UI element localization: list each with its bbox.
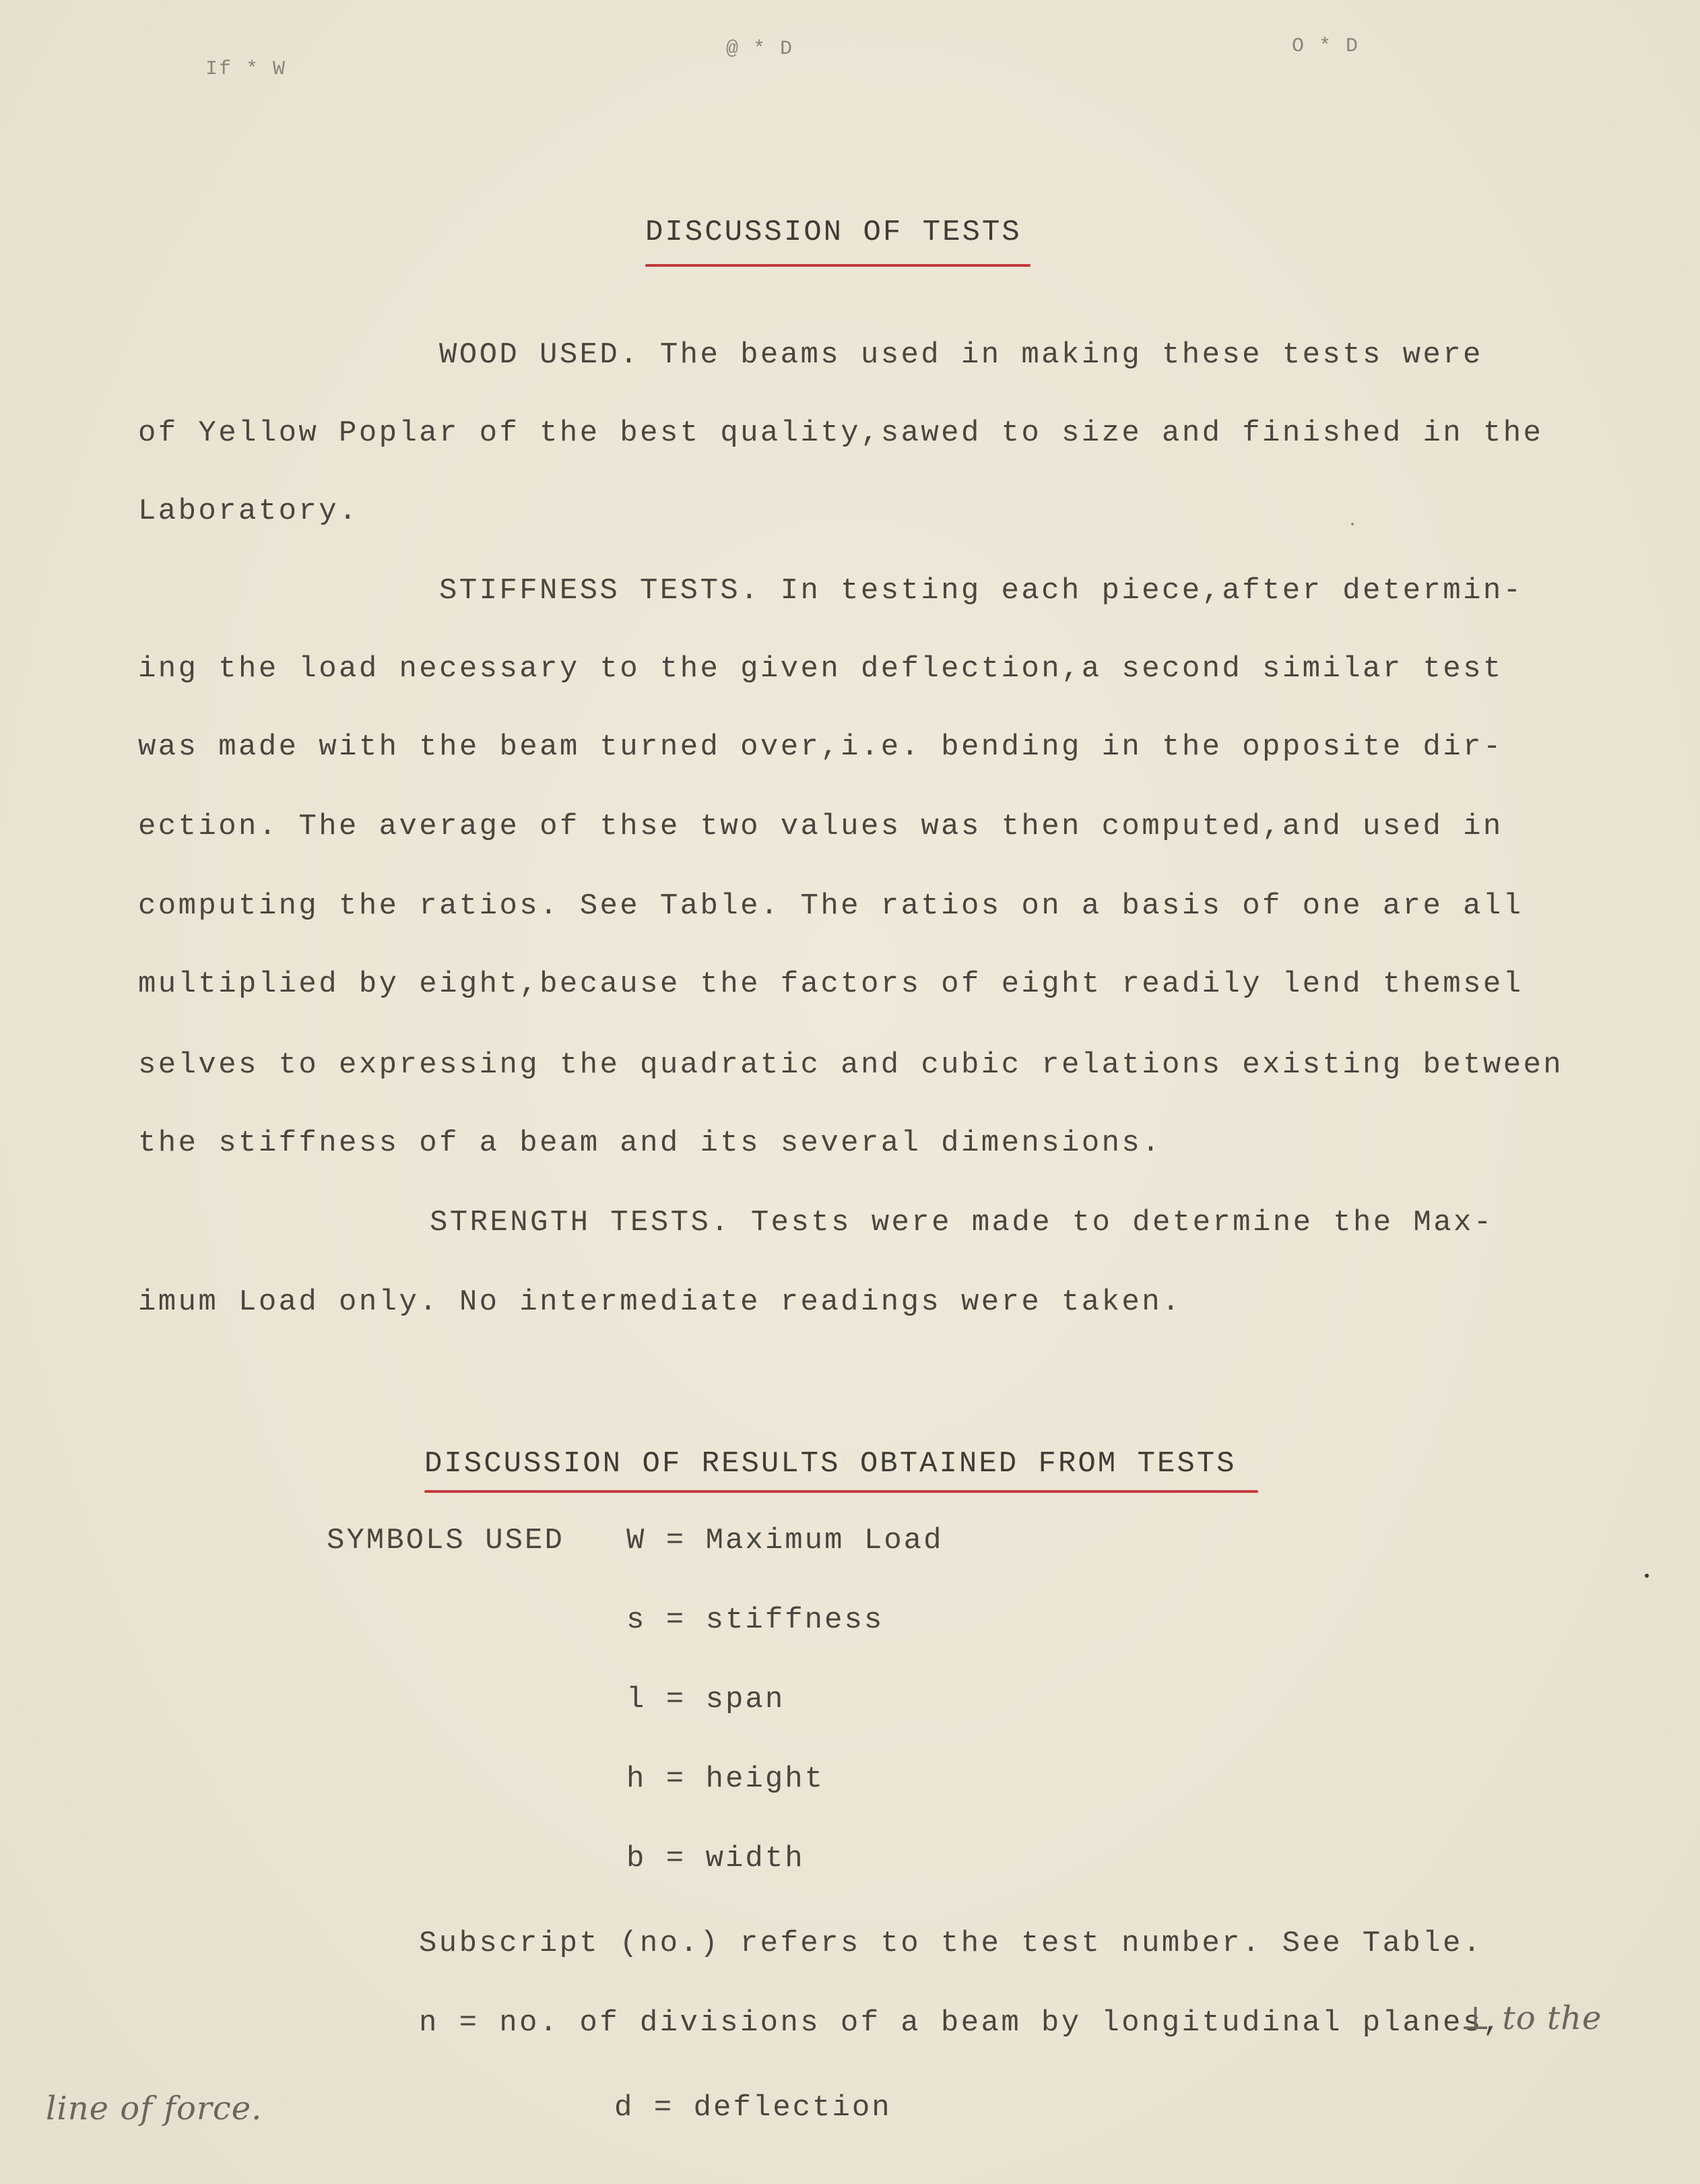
corner-mark-right: O * D	[1292, 35, 1360, 58]
heading-underline	[424, 1490, 1258, 1493]
text-line: Laboratory.	[138, 494, 359, 528]
n-definition: n = no. of divisions of a beam by longitudinal planes,	[419, 2006, 1503, 2040]
heading-discussion-of-tests: DISCUSSION OF TESTS	[645, 216, 1022, 249]
symbol-definition: s = stiffness	[626, 1603, 884, 1637]
text-line: STRENGTH TESTS. Tests were made to determine the Max-	[430, 1206, 1494, 1240]
subscript-note: Subscript (no.) refers to the test number. See Table.	[419, 1927, 1483, 1960]
text-line: computing the ratios. See Table. The ratios on a basis of one are all	[138, 889, 1524, 923]
paper-speck	[1645, 1574, 1649, 1578]
text-line: WOOD USED. The beams used in making these tests were	[439, 338, 1483, 372]
symbol-definition: d = deflection	[614, 2091, 892, 2125]
corner-mark-middle: @ * D	[726, 38, 794, 61]
paper-speck	[1351, 523, 1354, 525]
symbol-definition: b = width	[626, 1842, 805, 1875]
text-line: ection. The average of thse two values was then computed,and used in	[138, 810, 1503, 843]
heading-underline	[645, 264, 1031, 267]
text-line: multiplied by eight,because the factors of eight readily lend themsel	[138, 967, 1524, 1001]
symbol-definition: W = Maximum Load	[626, 1524, 944, 1557]
handwritten-annotation: line of force.	[46, 2090, 263, 2127]
text-line: of Yellow Poplar of the best quality,sawed to size and finished in the	[138, 416, 1544, 450]
text-line: imum Load only. No intermediate readings were taken.	[138, 1285, 1182, 1319]
text-line: selves to expressing the quadratic and cubic relations existing between	[138, 1048, 1564, 1082]
corner-mark-left: If * W	[205, 58, 287, 81]
symbol-definition: l = span	[626, 1683, 785, 1716]
text-line: ing the load necessary to the given deflection,a second similar test	[138, 652, 1503, 686]
symbols-label: SYMBOLS USED	[327, 1524, 564, 1557]
symbol-definition: h = height	[626, 1762, 825, 1796]
heading-discussion-of-results: DISCUSSION OF RESULTS OBTAINED FROM TESTS	[424, 1447, 1237, 1481]
text-line: the stiffness of a beam and its several dimensions.	[138, 1126, 1163, 1160]
text-line: was made with the beam turned over,i.e. bending in the opposite dir-	[138, 730, 1503, 764]
handwritten-annotation: ⊥ to the	[1460, 1999, 1602, 2037]
text-line: STIFFNESS TESTS. In testing each piece,after determin-	[439, 574, 1524, 608]
